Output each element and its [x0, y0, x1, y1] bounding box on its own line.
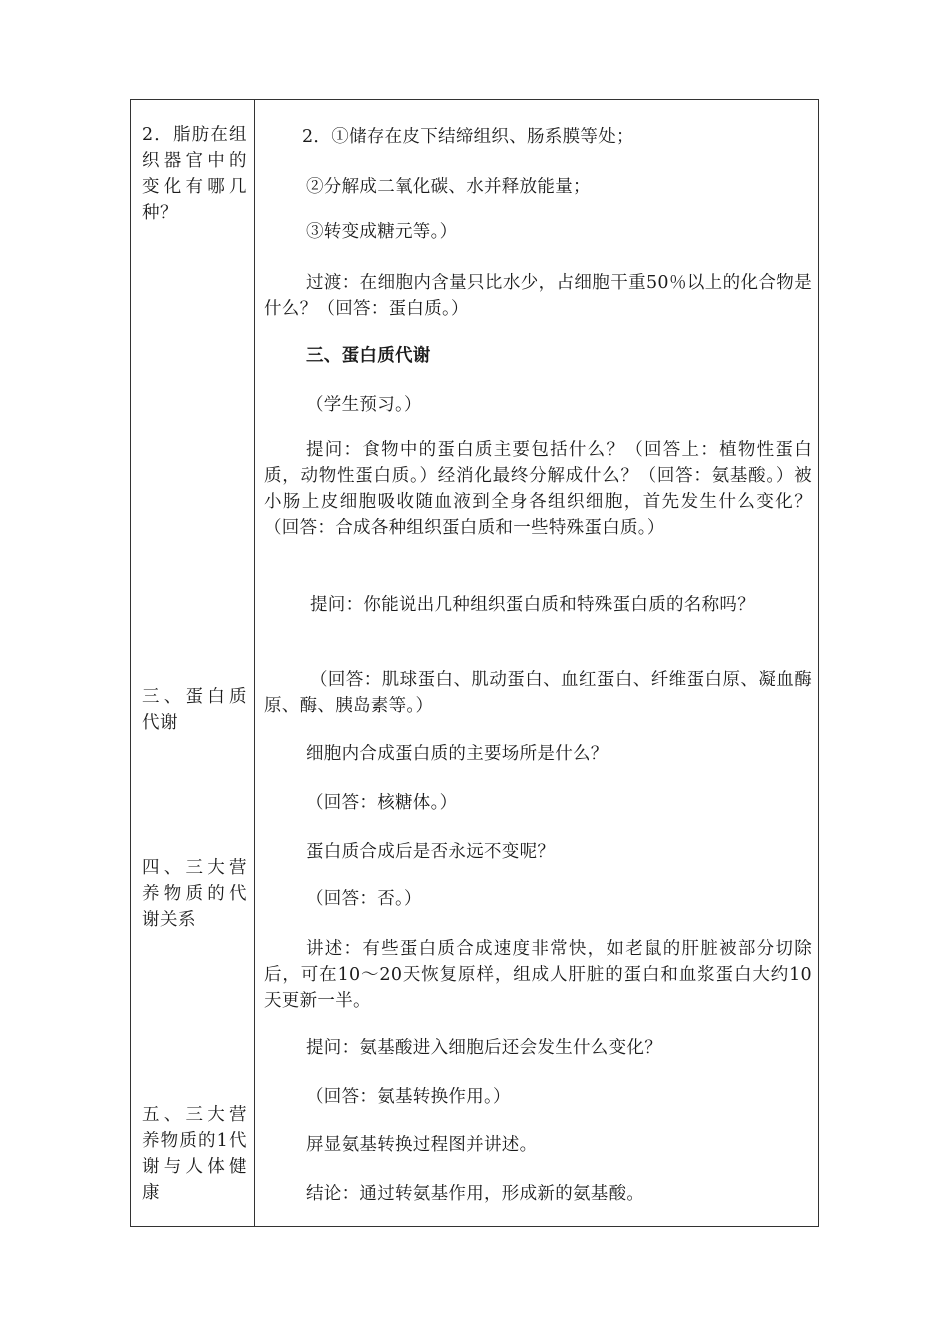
- paragraph-3: ③转变成糖元等。）: [306, 222, 458, 242]
- paragraph-1: 2．①储存在皮下结缔组织、肠系膜等处；: [302, 127, 634, 147]
- left-section-4: 四、三大营养物质的代谢关系: [142, 858, 247, 930]
- lesson-table: [130, 99, 819, 1227]
- section-heading: 三、蛋白质代谢: [306, 346, 431, 366]
- left-question-2: 2．脂肪在组织器官中的变化有哪几种？: [142, 125, 247, 223]
- paragraph-2: ②分解成二氧化碳、水并释放能量；: [306, 177, 591, 197]
- paragraph-13: （回答：否。）: [306, 889, 422, 909]
- paragraph-10: 细胞内合成蛋白质的主要场所是什么？: [306, 744, 609, 764]
- left-section-3: 三、蛋白质代谢: [142, 687, 247, 733]
- paragraph-17: 屏显氨基转换过程图并讲述。: [306, 1135, 538, 1155]
- paragraph-11: （回答：核糖体。）: [306, 793, 458, 813]
- paragraph-18: 结论：通过转氨基作用，形成新的氨基酸。: [306, 1184, 645, 1204]
- paragraph-7: 提问：食物中的蛋白质主要包括什么？（回答上：植物性蛋白质，动物性蛋白质。）经消化最终分解成什么？（回答：氨基酸。）被小肠上皮细胞吸收随血液到全身各组织细胞，首先发生什么变化？（回答：合成各种组织蛋白质和一些特殊蛋白质。）: [264, 440, 812, 538]
- column-divider: [254, 100, 255, 1226]
- left-section-5: 五、三大营养物质的1代谢与人体健康: [142, 1105, 247, 1203]
- paragraph-4: 过渡：在细胞内含量只比水少，占细胞干重50％以上的化合物是什么？（回答：蛋白质。）: [264, 273, 812, 319]
- paragraph-16: （回答：氨基转换作用。）: [306, 1087, 511, 1107]
- paragraph-8: 提问：你能说出几种组织蛋白质和特殊蛋白质的名称吗？: [310, 595, 755, 615]
- paragraph-12: 蛋白质合成后是否永远不变呢？: [306, 842, 556, 862]
- paragraph-15: 提问：氨基酸进入细胞后还会发生什么变化？: [306, 1038, 662, 1058]
- paragraph-14: 讲述：有些蛋白质合成速度非常快，如老鼠的肝脏被部分切除后，可在10～20天恢复原样，组成人肝脏的蛋白和血浆蛋白大约10天更新一半。: [264, 939, 812, 1011]
- paragraph-6: （学生预习。）: [306, 395, 422, 415]
- paragraph-9: （回答：肌球蛋白、肌动蛋白、血红蛋白、纤维蛋白原、凝血酶原、酶、胰岛素等。）: [264, 670, 812, 716]
